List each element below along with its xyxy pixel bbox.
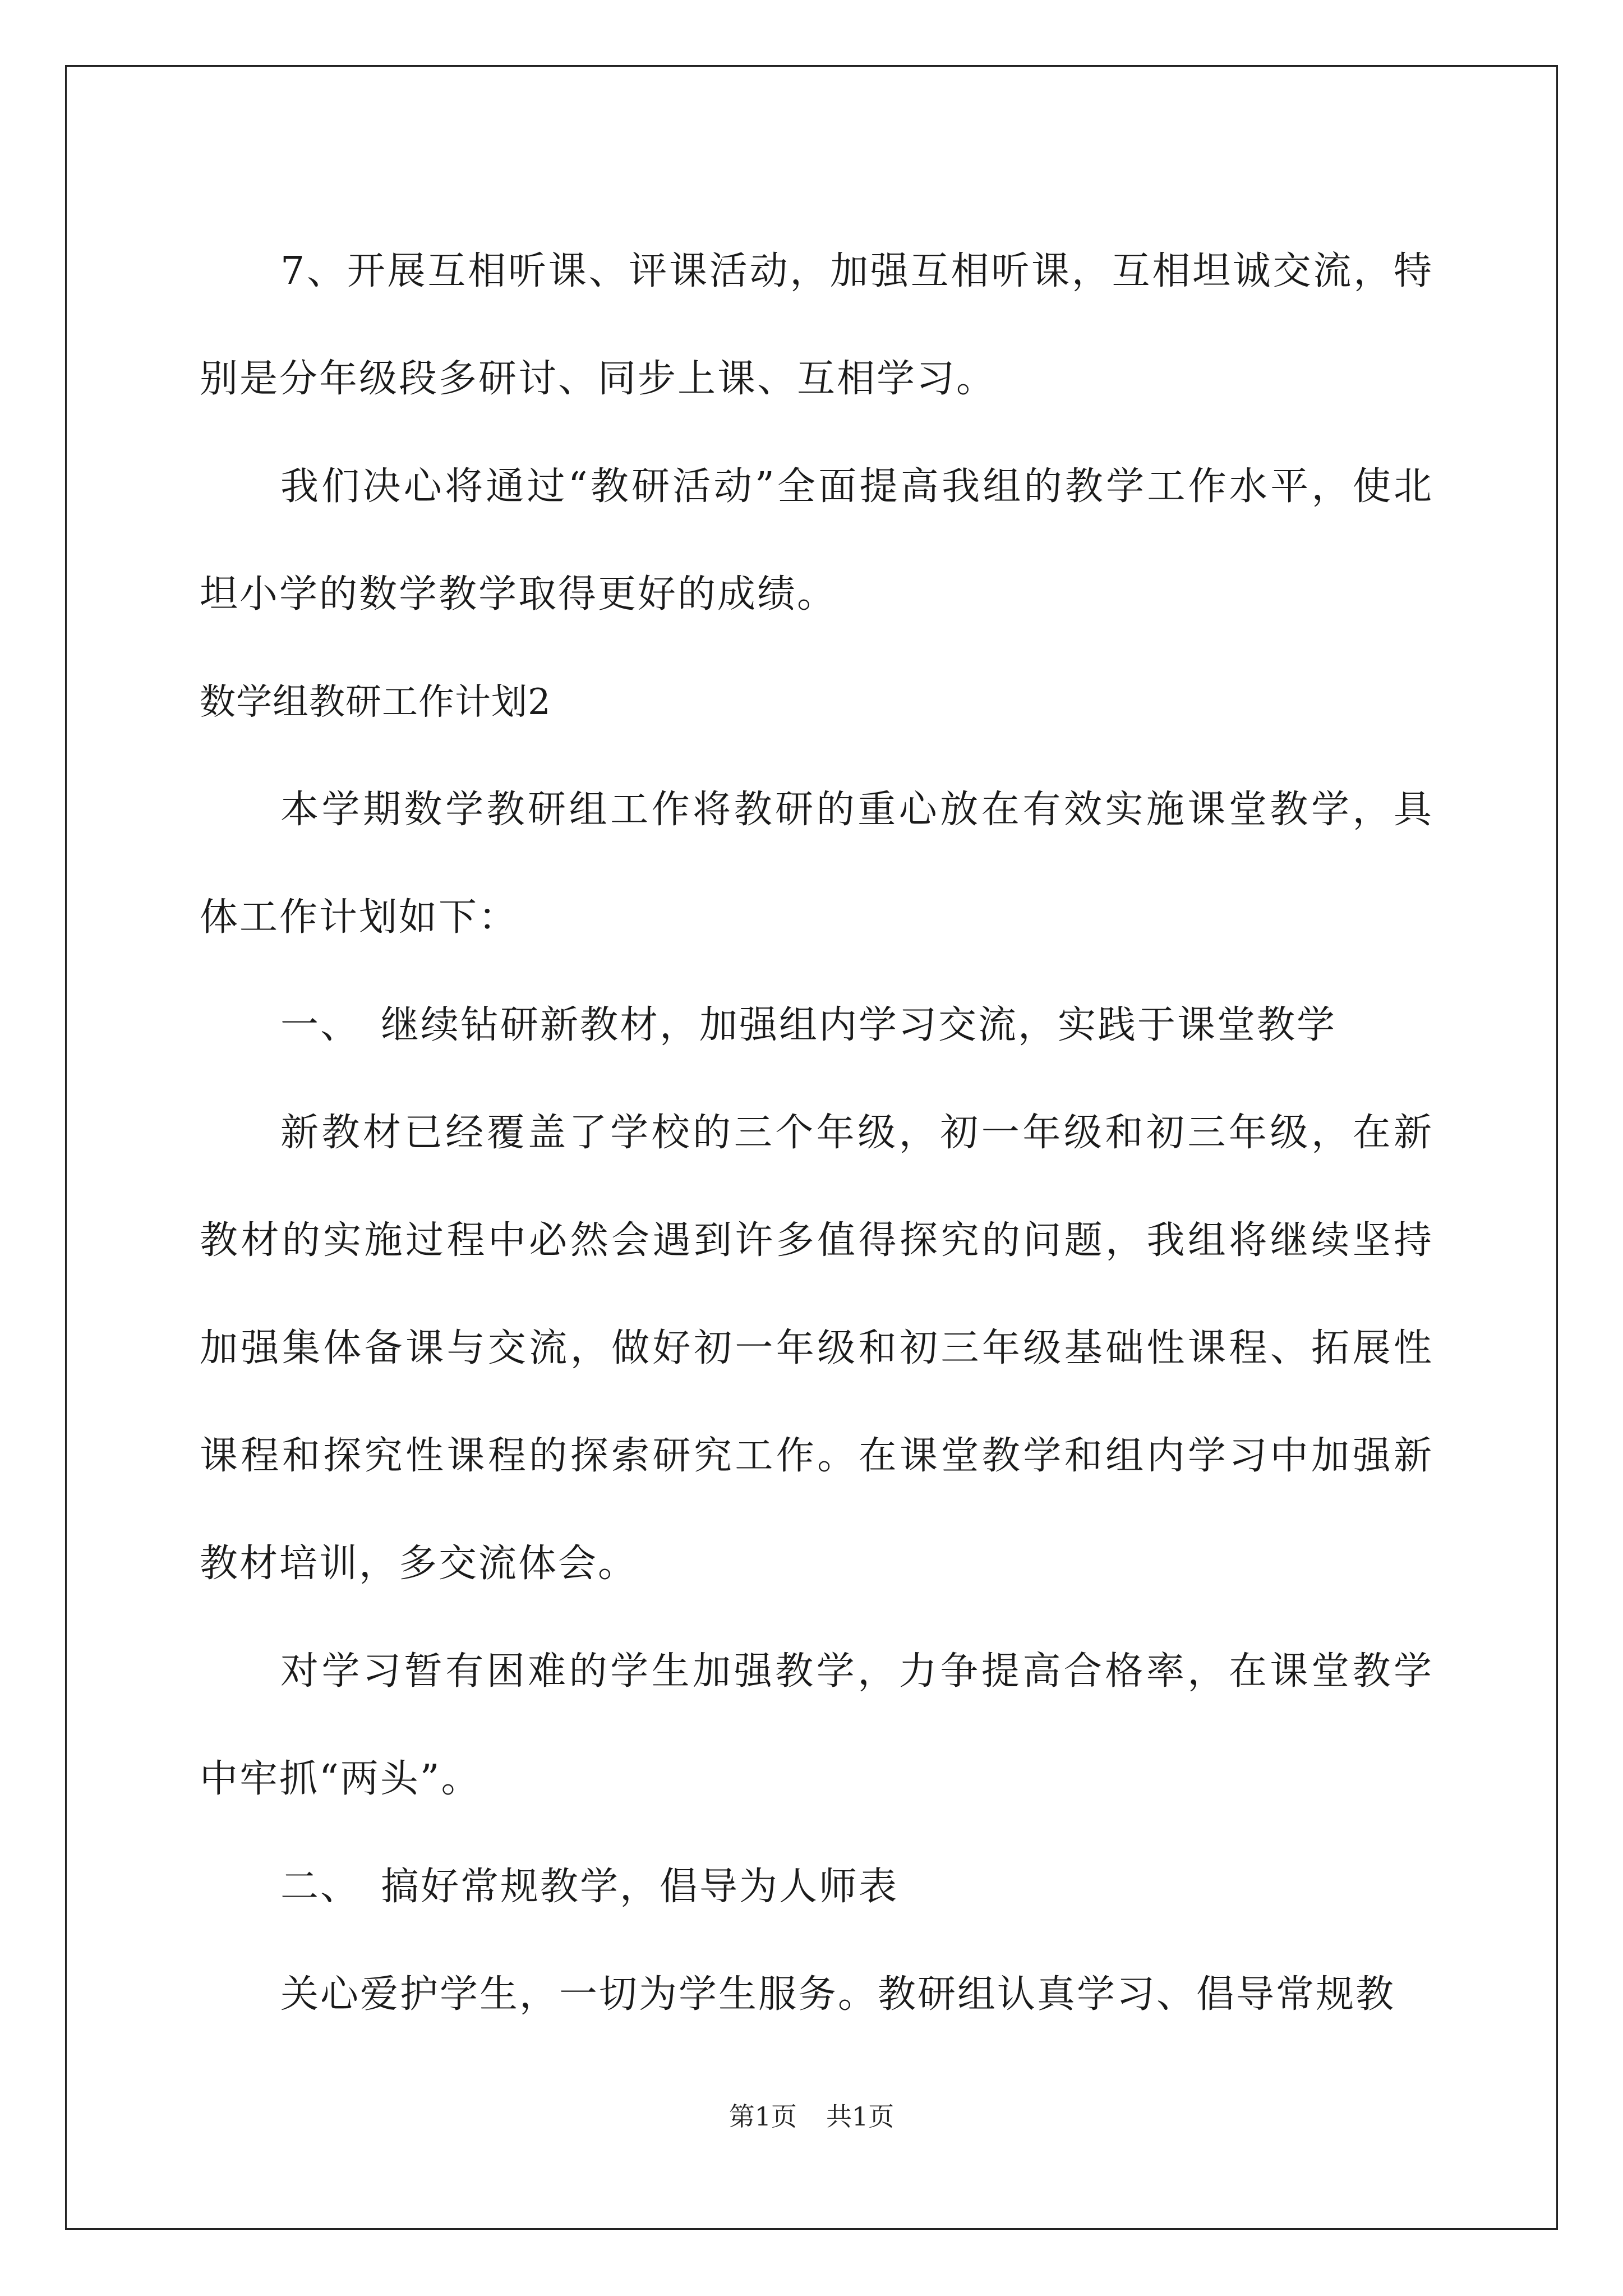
subheading-one: 一、 继续钻研新教材，加强组内学习交流，实践于课堂教学 [280, 1003, 1337, 1047]
paragraph-care-students: 关心爱护学生，一切为学生服务。教研组认真学习、倡导常规教 [280, 1972, 1396, 2017]
paragraph-conclusion: 我们决心将通过“教研活动”全面提高我组的教学工作水平，使北坦小学的数学教学取得更好的成绩。 [200, 464, 1433, 616]
paragraph-item-7: 7、开展互相听课、评课活动，加强互相听课，互相坦诚交流，特别是分年级段多研讨、同步上课、互相学习。 [200, 249, 1433, 401]
page-number: 第1页 [728, 2101, 797, 2132]
document-body [200, 218, 1433, 2049]
paragraph-struggling-students: 对学习暂有困难的学生加强教学，力争提高合格率，在课堂教学中牢抓“两头”。 [200, 1649, 1433, 1801]
page-footer [0, 2096, 1623, 2133]
paragraph-new-textbook: 新教材已经覆盖了学校的三个年级，初一年级和初三年级，在新教材的实施过程中必然会遇到许多值得探究的问题，我组将继续坚持加强集体备课与交流，做好初一年级和初三年级基础性课程、拓展性课程和探究性课程的探索研究工作。在课堂教学和组内学习中加强新教材培训，多交流体会。 [200, 1111, 1433, 1586]
page-total: 共1页 [826, 2101, 895, 2132]
paragraph-intro: 本学期数学教研组工作将教研的重心放在有效实施课堂教学，具体工作计划如下： [200, 788, 1433, 940]
subheading-two: 二、 搞好常规教学，倡导为人师表 [280, 1865, 899, 1909]
section-heading: 数学组教研工作计划2 [200, 682, 551, 723]
